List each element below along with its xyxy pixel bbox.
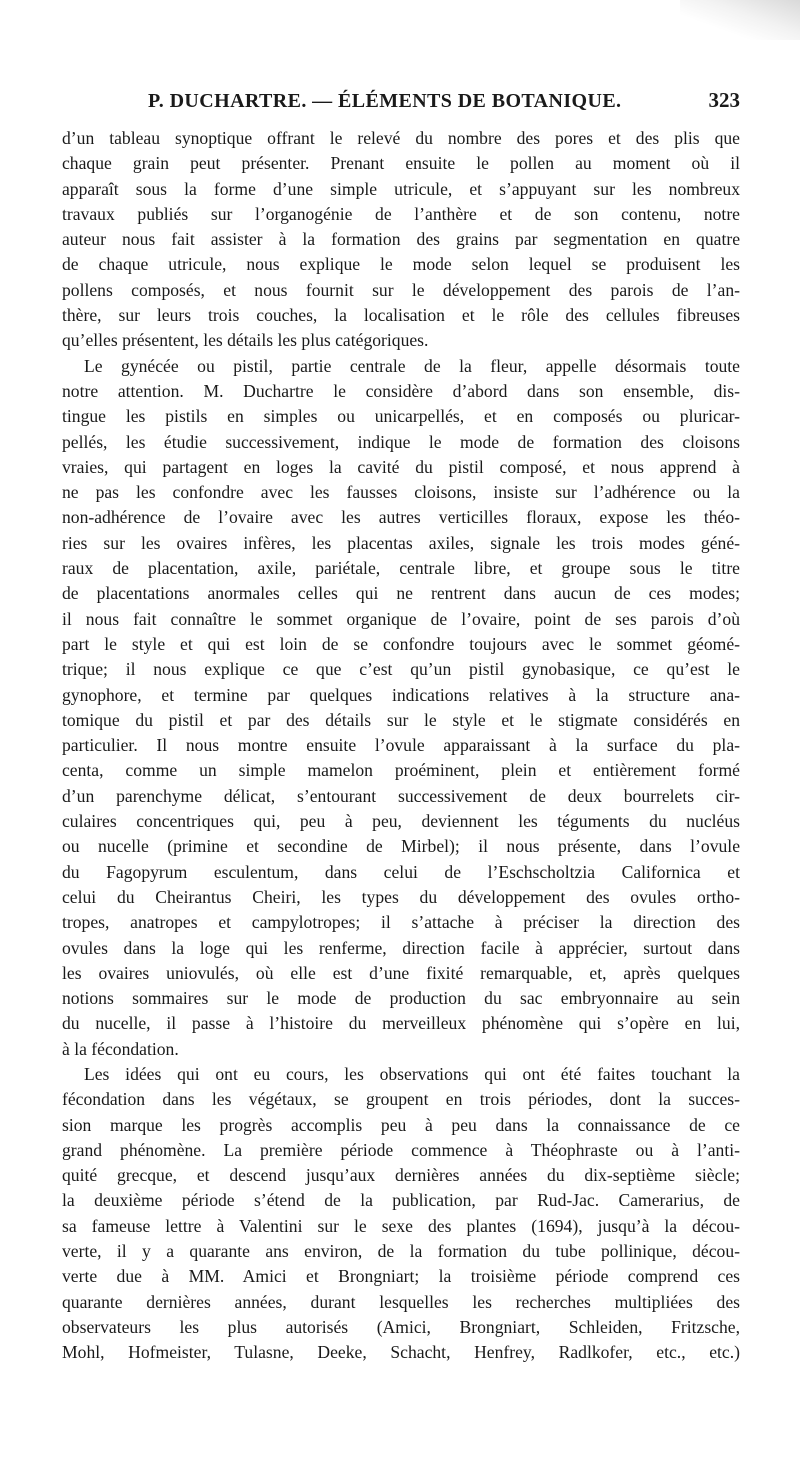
text-line: ovules dans la loge qui les renferme, direction facile à apprécier, surtout dans bbox=[62, 937, 740, 958]
text-line: observateurs les plus autorisés (Amici, Brongniart, Schleiden, Fritzsche, bbox=[62, 1316, 740, 1337]
text-line: ou nucelle (primine et secondine de Mirbel); il nous présente, dans l’ovule bbox=[62, 836, 740, 857]
text-line: notre attention. M. Duchartre le considère d’abord dans son ensemble, dis- bbox=[62, 380, 740, 401]
text-line: apparaît sous la forme d’une simple utricule, et s’appuyant sur les nombreux bbox=[62, 178, 740, 199]
text-line: tomique du pistil et par des détails sur le style et le stigmate considérés en bbox=[62, 709, 740, 730]
text-line: Les idées qui ont eu cours, les observations qui ont été faites touchant la bbox=[84, 1063, 740, 1084]
text-line: de placentations anormales celles qui ne rentrent dans aucun de ces modes; bbox=[62, 583, 740, 604]
text-line: Mohl, Hofmeister, Tulasne, Deeke, Schacht, Henfrey, Radlkofer, etc., etc.) bbox=[62, 1342, 740, 1363]
text-line: auteur nous fait assister à la formation des grains par segmentation en quatre bbox=[62, 229, 740, 250]
text-line: notions sommaires sur le mode de production du sac embryonnaire au sein bbox=[62, 988, 740, 1009]
text-line: centa, comme un simple mamelon proéminent, plein et entièrement formé bbox=[62, 760, 740, 781]
text-line: travaux publiés sur l’organogénie de l’anthère et de son contenu, notre bbox=[62, 203, 740, 224]
text-line: d’un tableau synoptique offrant le relevé du nombre des pores et des plis que bbox=[62, 128, 740, 148]
text-line: particulier. Il nous montre ensuite l’ovule apparaissant à la surface du pla- bbox=[62, 735, 740, 756]
text-line: grand phénomène. La première période commence à Théophraste ou à l’anti- bbox=[62, 1139, 740, 1160]
text-line: du Fagopyrum esculentum, dans celui de l’Eschscholtzia Californica et bbox=[62, 861, 740, 882]
text-line: quarante dernières années, durant lesquelles les recherches multipliées des bbox=[62, 1291, 740, 1312]
text-line: raux de placentation, axile, pariétale, centrale libre, et groupe sous le titre bbox=[62, 558, 740, 579]
text-line: sion marque les progrès accomplis peu à peu dans la connaissance de ce bbox=[62, 1114, 740, 1135]
text-line: sa fameuse lettre à Valentini sur le sexe des plantes (1694), jusqu’à la décou- bbox=[62, 1215, 740, 1236]
text-line: pellés, les étudie successivement, indique le mode de formation des cloisons bbox=[62, 431, 740, 452]
text-line: il nous fait connaître le sommet organique de l’ovaire, point de ses parois d’où bbox=[62, 608, 740, 629]
text-line: thère, sur leurs trois couches, la localisation et le rôle des cellules fibreuses bbox=[62, 305, 740, 326]
text-line: les ovaires uniovulés, où elle est d’une fixité remarquable, et, après quelques bbox=[62, 962, 740, 983]
text-line: celui du Cheirantus Cheiri, les types du développement des ovules ortho- bbox=[62, 886, 740, 907]
text-line: quité grecque, et descend jusqu’aux dernières années du dix-septième siècle; bbox=[62, 1165, 740, 1186]
running-head bbox=[64, 86, 740, 116]
text-line: culaires concentriques qui, peu à peu, deviennent les téguments du nucléus bbox=[62, 811, 740, 832]
running-title: P. DUCHARTRE. — ÉLÉMENTS DE BOTANIQUE. bbox=[148, 90, 622, 112]
text-line: du nucelle, il passe à l’histoire du merveilleux phénomène qui s’opère en lui, bbox=[62, 1013, 740, 1034]
text-line: verte due à MM. Amici et Brongniart; la troisième période comprend ces bbox=[62, 1266, 740, 1287]
text-line: de chaque utricule, nous explique le mode selon lequel se produisent les bbox=[62, 254, 740, 275]
text-line: à la fécondation. bbox=[62, 1038, 179, 1059]
text-line: ne pas les confondre avec les fausses cloisons, insiste sur l’adhérence ou la bbox=[62, 482, 740, 503]
text-line: chaque grain peut présenter. Prenant ensuite le pollen au moment où il bbox=[62, 153, 740, 174]
text-line: gynophore, et termine par quelques indications relatives à la structure ana- bbox=[62, 684, 740, 705]
scan-shadow bbox=[680, 0, 800, 40]
body-text bbox=[62, 126, 740, 1366]
text-line: ries sur les ovaires infères, les placentas axiles, signale les trois modes géné- bbox=[62, 532, 740, 553]
text-line: qu’elles présentent, les détails les plus catégoriques. bbox=[62, 330, 429, 351]
text-line: verte, il y a quarante ans environ, de la formation du tube pollinique, décou- bbox=[62, 1241, 740, 1262]
text-line: pollens composés, et nous fournit sur le développement des parois de l’an- bbox=[62, 279, 740, 300]
text-line: part le style et qui est loin de se confondre toujours avec le sommet géomé- bbox=[62, 633, 740, 654]
text-line: fécondation dans les végétaux, se groupent en trois périodes, dont la succes- bbox=[62, 1089, 740, 1110]
text-line: trique; il nous explique ce que c’est qu’un pistil gynobasique, ce qu’est le bbox=[62, 659, 740, 680]
text-line: vraies, qui partagent en loges la cavité du pistil composé, et nous apprend à bbox=[62, 456, 740, 477]
text-line: Le gynécée ou pistil, partie centrale de la fleur, appelle désormais toute bbox=[84, 355, 740, 376]
text-line: tropes, anatropes et campylotropes; il s’attache à préciser la direction des bbox=[62, 912, 740, 933]
text-line: tingue les pistils en simples ou unicarpellés, et en composés ou pluricar- bbox=[62, 406, 740, 427]
text-line: non-adhérence de l’ovaire avec les autres verticilles floraux, expose les théo- bbox=[62, 507, 740, 528]
text-line: la deuxième période s’étend de la publication, par Rud-Jac. Camerarius, de bbox=[62, 1190, 740, 1211]
page-number: 323 bbox=[708, 88, 740, 112]
text-line: d’un parenchyme délicat, s’entourant successivement de deux bourrelets cir- bbox=[62, 785, 740, 806]
